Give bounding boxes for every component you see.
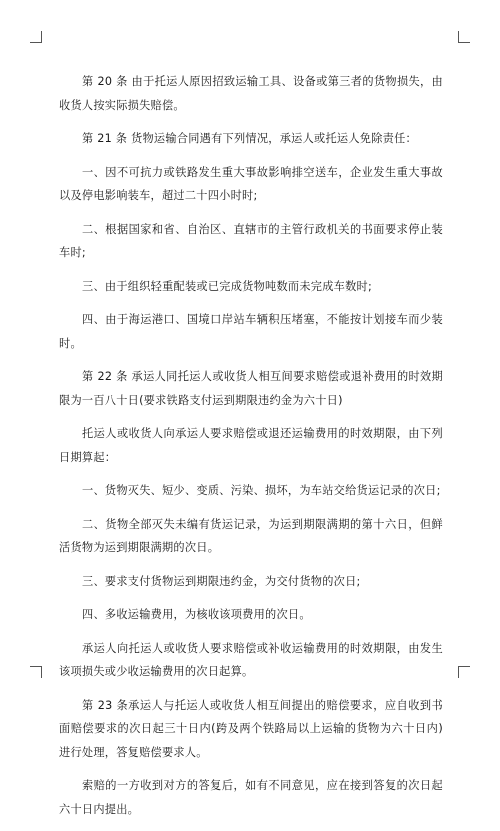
crop-mark-top-left bbox=[30, 31, 42, 43]
crop-mark-top-right bbox=[458, 31, 470, 43]
paragraph-article-23: 第 23 条承运人与托运人或收货人相互间提出的赔偿要求，应自收到书面赔偿要求的次日起三十日内(跨及两个铁路局以上运输的货物为六十日内)进行处理，答复赔偿要求人。 bbox=[59, 698, 443, 759]
paragraph-22-carrier-claim: 承运人向托运人或收货人要求赔偿或补收运输费用的时效期限，由发生该项损失或少收运输费用的次日起算。 bbox=[59, 641, 443, 678]
paragraph-21-item-2: 二、根据国家和省、自治区、直辖市的主管行政机关的书面要求停止装车时; bbox=[59, 222, 443, 259]
paragraph-article-20: 第 20 条 由于托运人原因招致运输工具、设备或第三者的货物损失，由收货人按实际损失赔偿。 bbox=[59, 75, 443, 112]
paragraph-21-item-1: 一、因不可抗力或铁路发生重大事故影响排空送车，企业发生重大事故以及停电影响装车，超过二十四小时时; bbox=[59, 165, 443, 202]
paragraph-article-21: 第 21 条 货物运输合同遇有下列情况，承运人或托运人免除责任： bbox=[82, 132, 417, 145]
paragraph-21-item-4: 四、由于海运港口、国境口岸站车辆积压堵塞，不能按计划接车而少装时。 bbox=[59, 313, 443, 350]
paragraph-23-objection: 索赔的一方收到对方的答复后，如有不同意见，应在接到答复的次日起六十日内提出。 bbox=[59, 779, 443, 816]
paragraph-22-time-limit: 托运人或收货人向承运人要求赔偿或退还运输费用的时效期限，由下列日期算起： bbox=[59, 427, 443, 464]
paragraph-22-item-4: 四、多收运输费用，为核收该项费用的次日。 bbox=[82, 608, 311, 621]
paragraph-22-item-1: 一、货物灭失、短少、变质、污染、损坏，为车站交给货运记录的次日; bbox=[82, 484, 441, 497]
crop-mark-bottom-right bbox=[458, 666, 470, 678]
paragraph-22-item-3: 三、要求支付货物运到期限违约金，为交付货物的次日; bbox=[82, 574, 361, 588]
paragraph-22-item-2: 二、货物全部灭失未编有货运记录，为运到期限满期的第十六日，但鲜活货物为运到期限满期的次日。 bbox=[59, 517, 443, 554]
document-body bbox=[59, 70, 443, 831]
crop-mark-bottom-left bbox=[30, 666, 42, 678]
paragraph-article-22: 第 22 条 承运人同托运人或收货人相互间要求赔偿或退补费用的时效期限为一百八十日(要求铁路支付运到期限违约金为六十日) bbox=[59, 370, 443, 407]
paragraph-21-item-3: 三、由于组织轻重配装或已完成货物吨数而未完成车数时; bbox=[82, 279, 372, 293]
